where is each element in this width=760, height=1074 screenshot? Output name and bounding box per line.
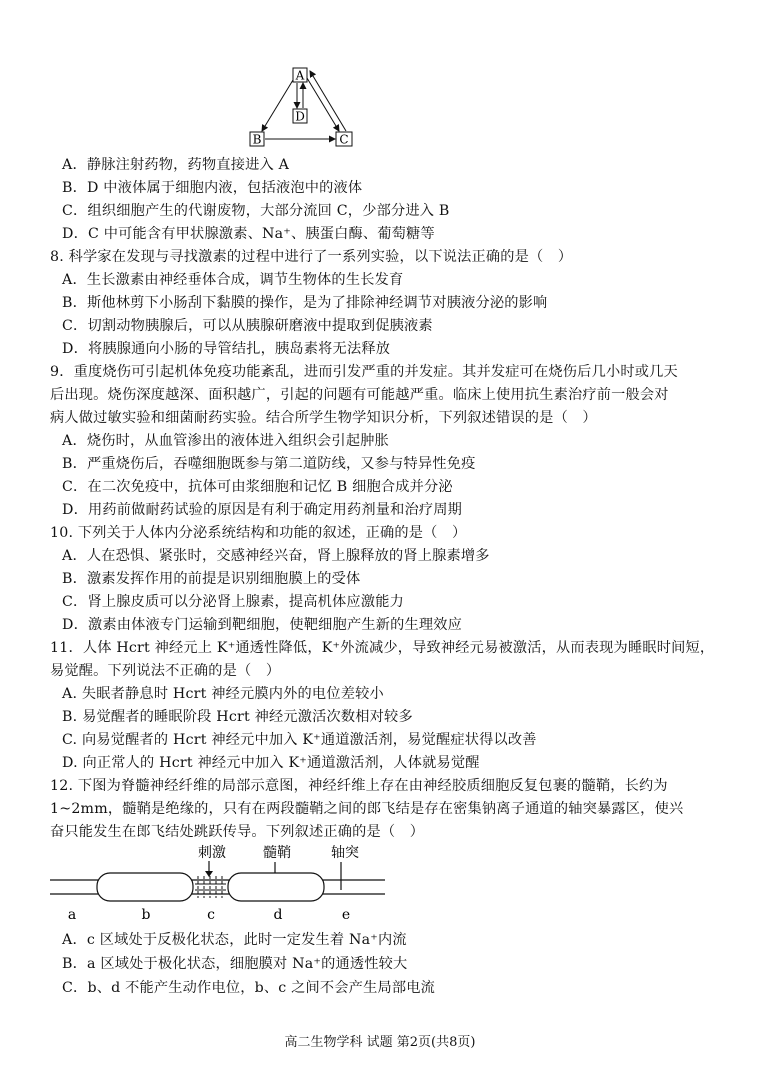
q11-stem-line-1: 11．人体 Hcrt 神经元上 K⁺通透性降低，K⁺外流减少，导致神经元易被激活，从而表现为睡眠时间短，	[50, 640, 715, 656]
q11-option-c: C. 向易觉醒者的 Hcrt 神经元中加入 K⁺通道激活剂，易觉醒症状得以改善	[62, 732, 537, 748]
q11-option-b: B. 易觉醒者的睡眠阶段 Hcrt 神经元激活次数相对较多	[62, 709, 413, 725]
node-d-label: D	[295, 109, 305, 124]
label-stimulus: 刺激	[198, 845, 226, 861]
q7-option-b: B．D 中液体属于细胞内液，包括液泡中的液体	[62, 180, 363, 196]
q9-option-c: C．在二次免疫中，抗体可由浆细胞和记忆 B 细胞合成并分泌	[62, 479, 453, 495]
label-d: d	[273, 907, 283, 923]
label-axon: 轴突	[331, 845, 359, 861]
q9-option-a: A．烧伤时，从血管渗出的液体进入组织会引起肿胀	[62, 433, 389, 449]
q8-option-c: C．切割动物胰腺后，可以从胰腺研磨液中提取到促胰液素	[62, 318, 433, 334]
q12-stem-line-3: 奋只能发生在郎飞结处跳跃传导。下列叙述正确的是（ ）	[50, 824, 425, 840]
q12-option-b: B．a 区域处于极化状态，细胞膜对 Na⁺的通透性较大	[62, 956, 408, 972]
q12-option-c: C．b、d 不能产生动作电位，b、c 之间不会产生局部电流	[62, 980, 436, 996]
q8-option-b: B．斯他林剪下小肠刮下黏膜的操作，是为了排除神经调节对胰液分泌的影响	[62, 295, 548, 311]
q8-option-d: D．将胰腺通向小肠的导管结扎，胰岛素将无法释放	[62, 341, 391, 357]
q10-stem: 10. 下列关于人体内分泌系统结构和功能的叙述，正确的是（ ）	[50, 525, 467, 541]
label-c: c	[207, 907, 215, 923]
nerve-fiber-diagram	[50, 840, 430, 925]
node-a-label: A	[295, 68, 305, 83]
myelin-segment-b	[97, 873, 193, 901]
body-fluid-diagram	[236, 62, 366, 154]
label-myelin-sheath: 髓鞘	[263, 845, 291, 861]
q9-stem-line-2: 后出现。烧伤深度越深、面积越广，引起的问题有可能越严重。临床上使用抗生素治疗前一般会对	[50, 387, 669, 403]
arrow-a-to-c	[307, 78, 339, 131]
myelin-segment-d	[228, 873, 324, 901]
node-c-label: C	[339, 132, 349, 147]
node-b-label: B	[252, 132, 262, 147]
ranvier-node-marks	[195, 876, 226, 898]
q10-option-a: A．人在恐惧、紧张时，交感神经兴奋，肾上腺释放的肾上腺素增多	[62, 548, 490, 564]
q8-stem: 8. 科学家在发现与寻找激素的过程中进行了一系列实验，以下说法正确的是（ ）	[50, 249, 573, 265]
label-b: b	[141, 907, 151, 923]
q9-option-d: D．用药前做耐药试验的原因是有利于确定用药剂量和治疗周期	[62, 502, 463, 518]
q9-option-b: B．严重烧伤后，吞噬细胞既参与第二道防线，又参与特异性免疫	[62, 456, 476, 472]
page-footer: 高二生物学科 试题 第2页(共8页)	[284, 1035, 476, 1050]
q12-stem-line-1: 12. 下图为脊髓神经纤维的局部示意图，神经纤维上存在由神经胶质细胞反复包裹的髓鞘，长约为	[50, 778, 668, 794]
q11-option-d: D. 向正常人的 Hcrt 神经元中加入 K⁺通道激活剂，人体就易觉醒	[62, 755, 480, 771]
arrow-a-to-b	[262, 80, 293, 131]
q9-stem-line-1: 9．重度烧伤可引起机体免疫功能紊乱，进而引发严重的并发症。其并发症可在烧伤后几小时或几天	[50, 364, 678, 380]
q7-option-d: D．C 中可能含有甲状腺激素、Na⁺、胰蛋白酶、葡萄糖等	[62, 226, 435, 242]
q8-option-a: A．生长激素由神经垂体合成，调节生物体的生长发育	[62, 272, 404, 288]
label-a: a	[67, 907, 77, 923]
q7-option-a: A．静脉注射药物，药物直接进入 A	[62, 157, 290, 173]
q9-stem-line-3: 病人做过敏实验和细菌耐药实验。结合所学生物学知识分析，下列叙述错误的是（ ）	[50, 410, 597, 426]
q10-option-b: B．激素发挥作用的前提是识别细胞膜上的受体	[62, 571, 361, 587]
arrow-c-to-a	[310, 71, 346, 131]
q12-option-a: A．c 区域处于反极化状态，此时一定发生着 Na⁺内流	[62, 932, 407, 948]
q11-stem-line-2: 易觉醒。下列说法不正确的是（ ）	[50, 663, 281, 679]
label-e: e	[341, 907, 351, 923]
q10-option-c: C．肾上腺皮质可以分泌肾上腺素，提高机体应激能力	[62, 594, 404, 610]
q11-option-a: A. 失眠者静息时 Hcrt 神经元膜内外的电位差较小	[62, 686, 384, 702]
q12-stem-line-2: 1~2mm，髓鞘是绝缘的，只有在两段髓鞘之间的郎飞结是存在密集钠离子通道的轴突暴露区，使兴	[50, 801, 684, 817]
q7-option-c: C．组织细胞产生的代谢废物，大部分流回 C，少部分进入 B	[62, 203, 450, 219]
q10-option-d: D．激素由体液专门运输到靶细胞，使靶细胞产生新的生理效应	[62, 617, 463, 633]
